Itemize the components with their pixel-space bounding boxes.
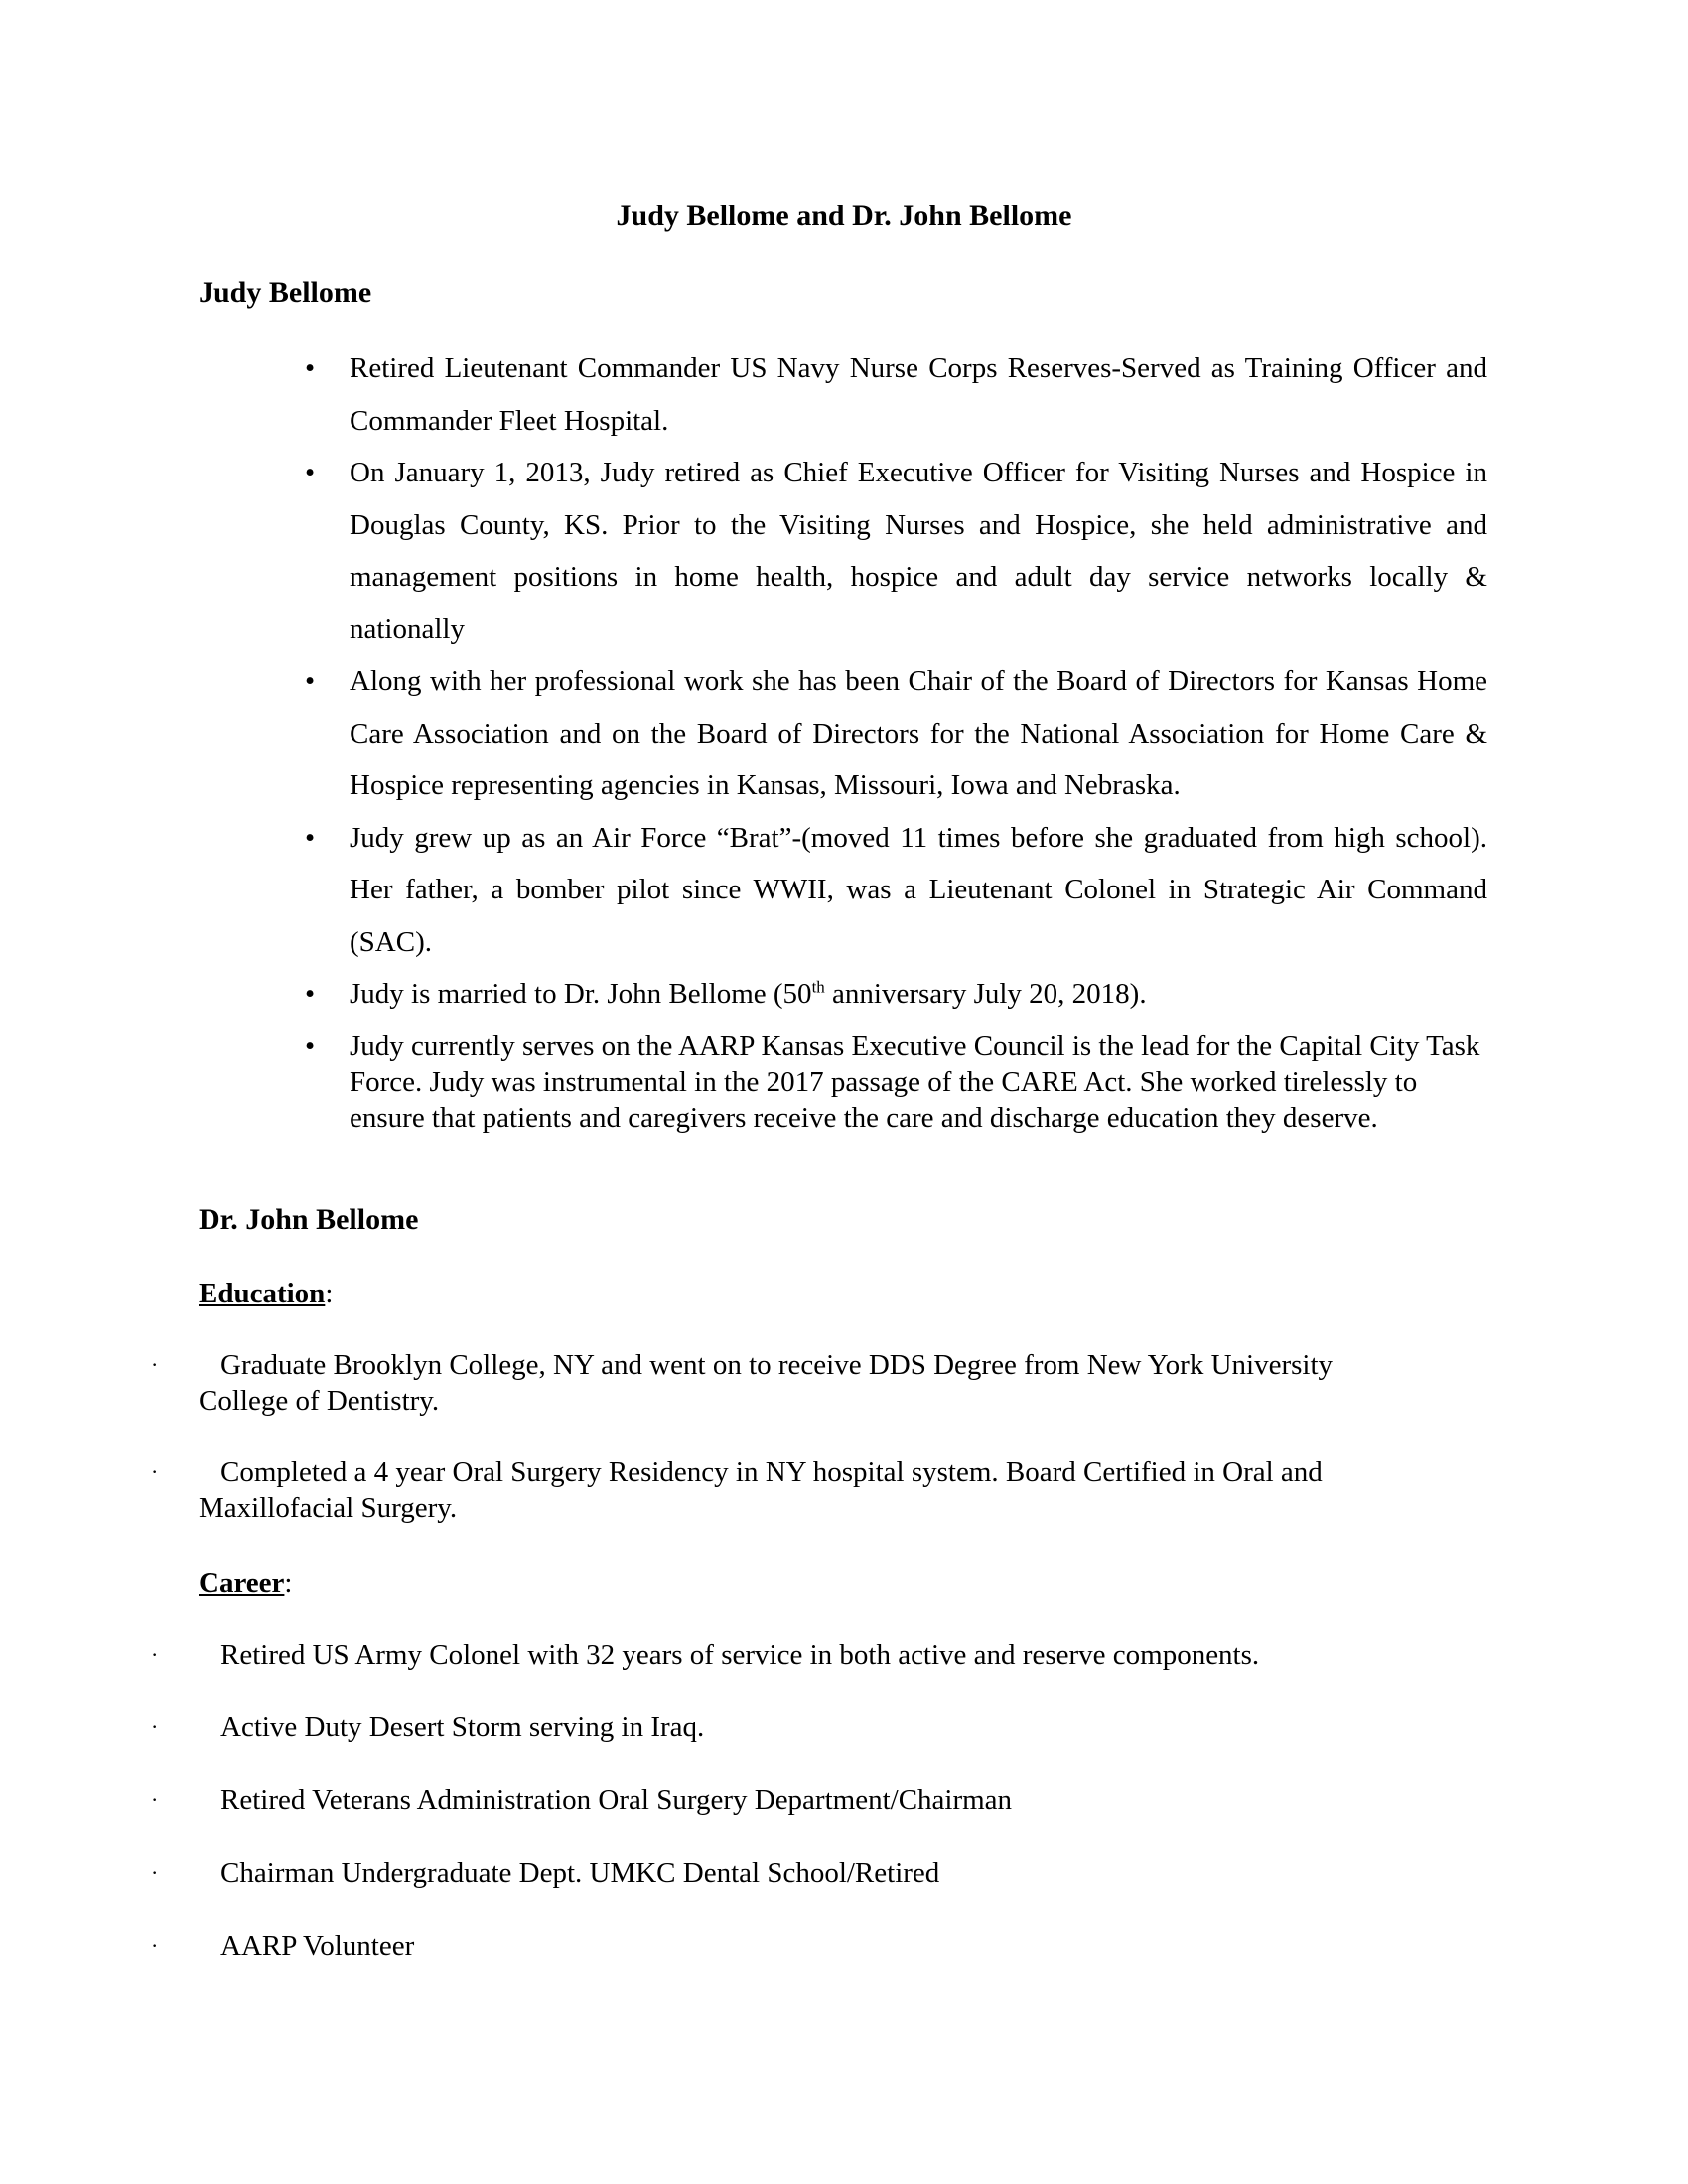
bullet-icon: • <box>305 1029 316 1062</box>
education-label: Education <box>199 1278 326 1309</box>
heading-colon: : <box>325 1278 334 1309</box>
bullet-icon: • <box>305 665 316 697</box>
judy-bullet-list <box>305 342 1487 1136</box>
list-item <box>305 1021 1487 1136</box>
bullet-text: Along with her professional work she has been Chair of the Board of Directors for Kansas Home Care Association and on the Board of Directors for the National Association for Home Care & Hospice representing agencies in Kansas, Missouri, Iowa and Nebraska. <box>350 665 1487 801</box>
career-heading <box>199 1566 292 1601</box>
judy-heading: Judy Bellome <box>199 276 372 309</box>
bullet-text: Retired Lieutenant Commander US Navy Nurse Corps Reserves-Served as Training Officer and Commander Fleet Hospital. <box>350 352 1487 437</box>
middot-icon: · <box>151 1860 159 1885</box>
bullet-icon: • <box>305 821 316 854</box>
list-item <box>151 1928 1489 1964</box>
document-title: Judy Bellome and Dr. John Bellome <box>616 200 1072 232</box>
list-item <box>305 447 1487 655</box>
list-item <box>151 1637 1489 1673</box>
career-label: Career <box>199 1568 285 1599</box>
list-item <box>305 342 1487 447</box>
list-item <box>151 1782 1489 1818</box>
list-item-text: AARP Volunteer <box>220 1930 415 1962</box>
list-item-line: Completed a 4 year Oral Surgery Residency in NY hospital system. Board Certified in Oral and <box>220 1456 1323 1488</box>
list-item <box>305 968 1487 1021</box>
middot-icon: · <box>151 1642 159 1667</box>
list-item-line: Maxillofacial Surgery. <box>199 1492 458 1524</box>
bullet-icon: • <box>305 457 316 488</box>
list-item <box>151 1347 1489 1419</box>
bullet-text: Judy grew up as an Air Force “Brat”-(moved 11 times before she graduated from high school). Her father, a bomber pilot since WWII, was a Lieutenant Colonel in Strategic Air Command (SAC). <box>350 821 1487 958</box>
list-item <box>151 1454 1489 1526</box>
list-item-text: Active Duty Desert Storm serving in Iraq. <box>220 1711 705 1743</box>
education-heading <box>199 1276 333 1311</box>
middot-icon: · <box>151 1933 159 1958</box>
list-item-line: College of Dentistry. <box>199 1385 440 1417</box>
list-item-line: Graduate Brooklyn College, NY and went on to receive DDS Degree from New York University <box>220 1349 1333 1381</box>
bullet-text-after: anniversary July 20, 2018). <box>824 978 1147 1010</box>
heading-colon: : <box>284 1568 293 1599</box>
list-item <box>151 1709 1489 1745</box>
list-item <box>305 655 1487 812</box>
bullet-text-before: Judy is married to Dr. John Bellome (50 <box>350 978 812 1010</box>
list-item <box>305 812 1487 969</box>
bullet-text: On January 1, 2013, Judy retired as Chief Executive Officer for Visiting Nurses and Hospice in Douglas County, KS. Prior to the Visiting Nurses and Hospice, she held administrative and management positions in home health, hospice and adult day service networks locally & nationally <box>350 457 1487 645</box>
ordinal-superscript: th <box>811 977 825 997</box>
list-item <box>151 1855 1489 1891</box>
bullet-icon: • <box>305 352 316 384</box>
list-item-text: Retired Veterans Administration Oral Surgery Department/Chairman <box>220 1784 1013 1816</box>
bullet-icon: • <box>305 978 316 1010</box>
middot-icon: · <box>151 1714 159 1739</box>
list-item-text: Retired US Army Colonel with 32 years of service in both active and reserve components. <box>220 1639 1260 1671</box>
john-heading: Dr. John Bellome <box>199 1203 419 1236</box>
middot-icon: · <box>151 1459 159 1484</box>
bullet-text: Judy currently serves on the AARP Kansas Executive Council is the lead for the Capital City Task Force. Judy was instrumental in the 2017 passage of the CARE Act. She worked tirelessly to ensure that patients and caregivers receive the care and discharge education they deserve. <box>350 1029 1480 1134</box>
middot-icon: · <box>151 1352 159 1377</box>
middot-icon: · <box>151 1787 159 1812</box>
list-item-text: Chairman Undergraduate Dept. UMKC Dental School/Retired <box>220 1857 940 1889</box>
